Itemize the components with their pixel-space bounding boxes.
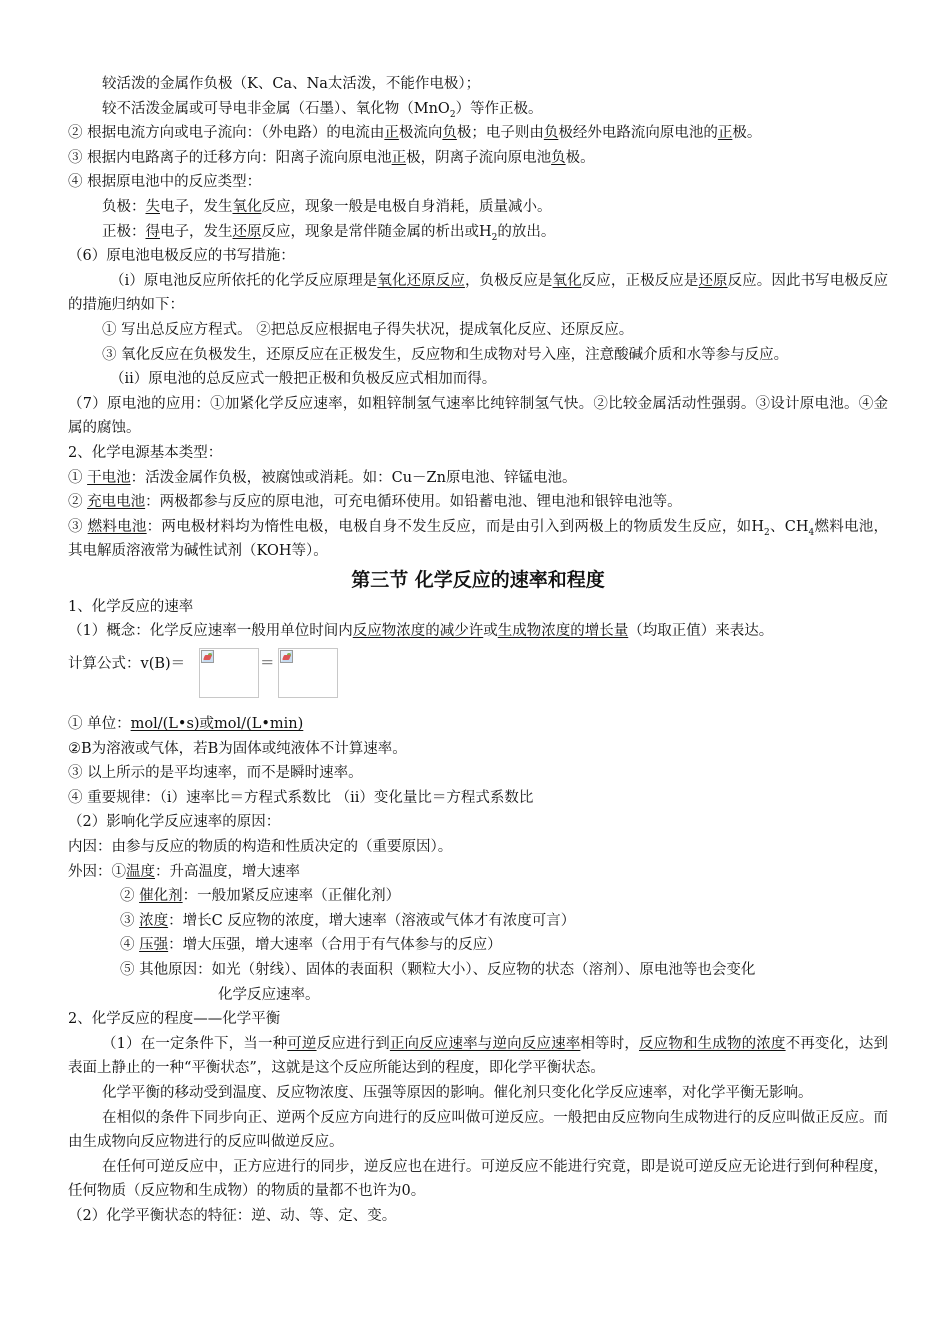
reversible-reaction-note: 在相似的条件下同步向正、逆两个反应方向进行的反应叫做可逆反应。一般把由反应物向生成物进行的反应叫做正反应。而由生成物向反应物进行的反应叫做逆反应。 [68, 1109, 888, 1151]
active-metal-note: 较活泼的金属作负极（K、Ca、Na太活泼，不能作电极）； [102, 76, 481, 92]
text-run: （i）原电池反应所依托的化学反应原理是 [110, 272, 378, 289]
underlined-term: 氧化 [552, 272, 582, 289]
external-factor-other: ⑤ 其他原因：如光（射线）、固体的表面积（颗粒大小）、反应物的状态（溶剂）、原电池等也会变化 [120, 962, 756, 978]
underlined-term: 压强 [139, 937, 169, 954]
underlined-term: 正 [717, 125, 733, 142]
underlined-term: 负 [551, 149, 566, 166]
text-run: 相等时， [580, 1035, 640, 1052]
equilibrium-heading: 2、化学反应的程度——化学平衡 [68, 1011, 281, 1028]
text-run: 反应，现象是常伴随金属的析出或H [261, 223, 492, 240]
text-run: ① 单位： [68, 716, 131, 733]
text-run: （1）概念：化学反应速率一般用单位时间内 [68, 623, 353, 640]
reversible-limit-note: 在任何可逆反应中，正方应进行的同步，逆反应也在进行。可逆反应不能进行究竟，即是说可逆反应无论进行到何种程度，任何物质（反应物和生成物）的物质的量都不也许为0。 [68, 1158, 888, 1200]
underlined-term: 干电池 [87, 469, 131, 486]
dry-cell-item [68, 466, 888, 491]
text-run: ④ [120, 937, 140, 954]
underlined-term: 正向反应速率与逆向反应速率 [389, 1035, 581, 1052]
text-run: 反应进行到 [316, 1035, 390, 1052]
subscript: 4 [808, 527, 815, 538]
text-run: ：一般加紧反应速率（正催化剂） [182, 888, 401, 905]
external-factor-pressure [68, 933, 888, 958]
underlined-term: 反应物浓度的减少许 [352, 623, 484, 640]
text-run: 负极： [102, 198, 146, 215]
formula-equals: ＝ [260, 656, 275, 673]
external-factor-concentration [68, 909, 888, 934]
rate-formula [68, 648, 888, 706]
rate-concept [68, 619, 888, 644]
text-run: 极流向 [398, 125, 443, 142]
text-run: 、CH [769, 518, 809, 535]
text-run: ① [68, 469, 88, 486]
underlined-term: 可逆 [287, 1035, 317, 1052]
subscript: 2 [491, 232, 498, 243]
external-factor-other-cont: 化学反应速率。 [218, 986, 320, 1003]
current-direction-rule [68, 121, 888, 146]
cell-applications: （7）原电池的应用：①加紧化学反应速率，如粗锌制氢气速率比纯锌制氢气快。②比较金属活动性强弱。③设计原电池。④金属的腐蚀。 [68, 395, 888, 437]
external-factor-temperature [68, 860, 888, 885]
text-run: ③ [120, 912, 140, 929]
equilibrium-features: （2）化学平衡状态的特征：逆、动、等、定、变。 [68, 1207, 397, 1224]
text-run: 外因：① [68, 863, 126, 880]
text-run: （均取正值）来表达。 [628, 623, 774, 640]
text-run: ）等作正极。 [455, 100, 543, 117]
text-run: ：活泼金属作负极，被腐蚀或消耗。如：Cu－Zn原电池、锌锰电池。 [130, 469, 577, 486]
rechargeable-cell-item [68, 490, 888, 515]
rate-unit [68, 712, 888, 737]
underlined-term: 正 [391, 149, 407, 166]
formula-label: 计算公式：v(B)＝ [68, 656, 186, 673]
text-run: ：两电极材料均为惰性电极，电极自身不发生反应，而是由引入到两极上的物质发生反应，如H [146, 518, 765, 535]
electrode-writing-principle [68, 269, 888, 318]
total-reaction-note: （ii）原电池的总反应式一般把正极和负极反应式相加而得。 [110, 371, 497, 388]
text-run: 极。 [732, 125, 762, 142]
rate-note-2: ②B为溶液或气体，若B为固体或纯液体不计算速率。 [68, 740, 407, 757]
text-run: 电子，发生 [160, 223, 233, 240]
text-run: 不再变化，达到表面上静止的一种“平衡状态”，这就是这个反应所能达到的程度，即化学平衡状态。 [68, 1035, 889, 1077]
text-run: ② [120, 888, 140, 905]
writing-step-1-2: ① 写出总反应方程式。 ②把总反应根据电子得失状况，提成氧化反应、还原反应。 [102, 321, 634, 338]
text-run: ：升高温度，增大速率 [155, 863, 300, 880]
rate-note-3: ③ 以上所示的是平均速率，而不是瞬时速率。 [68, 765, 363, 782]
text-run: 较不活泼金属或可导电非金属（石墨）、氧化物（MnO [102, 100, 450, 117]
reaction-type-rule: ④ 根据原电池中的反应类型： [68, 174, 262, 191]
text-run: ，负极反应是 [464, 272, 553, 289]
underlined-term: 生成物浓度的增长量 [497, 623, 629, 640]
underlined-term: mol/(L•s)或mol/(L•min) [130, 716, 304, 733]
internal-factor: 内因：由参与反应的物质的构造和性质决定的（重要原因）。 [68, 839, 453, 856]
power-source-heading: 2、化学电源基本类型： [68, 444, 223, 461]
text-run: 的放出。 [497, 223, 556, 240]
underlined-term: 氧化 [232, 198, 262, 215]
underlined-term: 正 [384, 125, 399, 142]
text-run: ③ 根据内电路离子的迁移方向：阳离子流向原电池 [68, 149, 392, 166]
negative-electrode-note [68, 195, 888, 220]
text-run: ② 根据电流方向或电子流向：（外电路）的电流由 [68, 125, 385, 142]
underlined-term: 失 [145, 198, 160, 215]
text-run: ：两极都参与反应的原电池，可充电循环使用。如铅蓄电池、锂电池和银锌电池等。 [145, 494, 682, 511]
rate-heading: 1、化学反应的速率 [68, 598, 194, 615]
underlined-term: 负 [442, 125, 457, 142]
electrode-writing-heading: （6）原电池电极反应的书写措施： [68, 248, 295, 265]
equilibrium-definition [68, 1032, 888, 1081]
underlined-term: 得 [145, 223, 160, 240]
equilibrium-shift-note: 化学平衡的移动受到温度、反应物浓度、压强等原因的影响。催化剂只变化化学反应速率，对化学平衡无影响。 [102, 1084, 813, 1101]
underlined-term: 浓度 [139, 912, 169, 929]
ion-migration-rule [68, 146, 888, 171]
text-run: 极，阴离子流向原电池 [406, 149, 552, 166]
text-run: （1）在一定条件下，当一种 [102, 1035, 288, 1052]
underlined-term: 反应物和生成物的浓度 [639, 1035, 786, 1052]
text-run: 反应，正极反应是 [581, 272, 699, 289]
broken-image-icon [280, 650, 293, 663]
inactive-metal-note [68, 97, 888, 122]
formula-image-placeholder [199, 648, 259, 698]
underlined-term: 温度 [126, 863, 155, 880]
external-factor-catalyst [68, 884, 888, 909]
text-run: 极。 [565, 149, 595, 166]
positive-electrode-note [68, 220, 888, 245]
rate-factors-heading: （2）影响化学反应速率的原因： [68, 814, 281, 831]
text-run: 电子，发生 [160, 198, 233, 215]
document-content [68, 72, 888, 1229]
subscript: 2 [449, 109, 456, 120]
underlined-term: 氧化还原反应 [377, 272, 465, 289]
underlined-term: 燃料电池 [87, 518, 147, 535]
underlined-term: 催化剂 [139, 888, 183, 905]
fuel-cell-item [68, 515, 888, 564]
writing-step-3: ③ 氧化反应在负极发生，还原反应在正极发生，反应物和生成物对号入座，注意酸碱介质和水等参与反应。 [102, 346, 789, 363]
text-run: ③ [68, 518, 88, 535]
text-run: ：增大压强，增大速率（合用于有气体参与的反应） [168, 937, 502, 954]
text-run: 燃料电池，其电解质溶液常为碱性试剂（KOH等）。 [68, 518, 889, 560]
subscript: 2 [764, 527, 770, 538]
rate-rules: ④ 重要规律：（i）速率比＝方程式系数比 （ii）变化量比＝方程式系数比 [68, 789, 534, 806]
text-run: 或 [483, 623, 498, 640]
section-title: 第三节 化学反应的速率和程度 [351, 568, 605, 591]
underlined-term: 负 [543, 125, 559, 142]
text-run: 极经外电路流向原电池的 [558, 125, 718, 142]
text-run: 反应。因此书写电极反应的措施归纳如下： [68, 272, 889, 314]
broken-image-icon [201, 650, 214, 663]
formula-image-placeholder [278, 648, 338, 698]
text-run: ：增长C 反应物的浓度，增大速率（溶液或气体才有浓度可言） [168, 912, 576, 929]
underlined-term: 充电电池 [87, 494, 146, 511]
underlined-term: 还原 [232, 223, 262, 240]
text-run: ② [68, 494, 88, 511]
underlined-term: 还原 [698, 272, 728, 289]
text-run: 反应，现象一般是电极自身消耗，质量减小。 [261, 198, 552, 215]
text-run: 极；电子则由 [456, 125, 544, 142]
text-run: 正极： [102, 223, 146, 240]
